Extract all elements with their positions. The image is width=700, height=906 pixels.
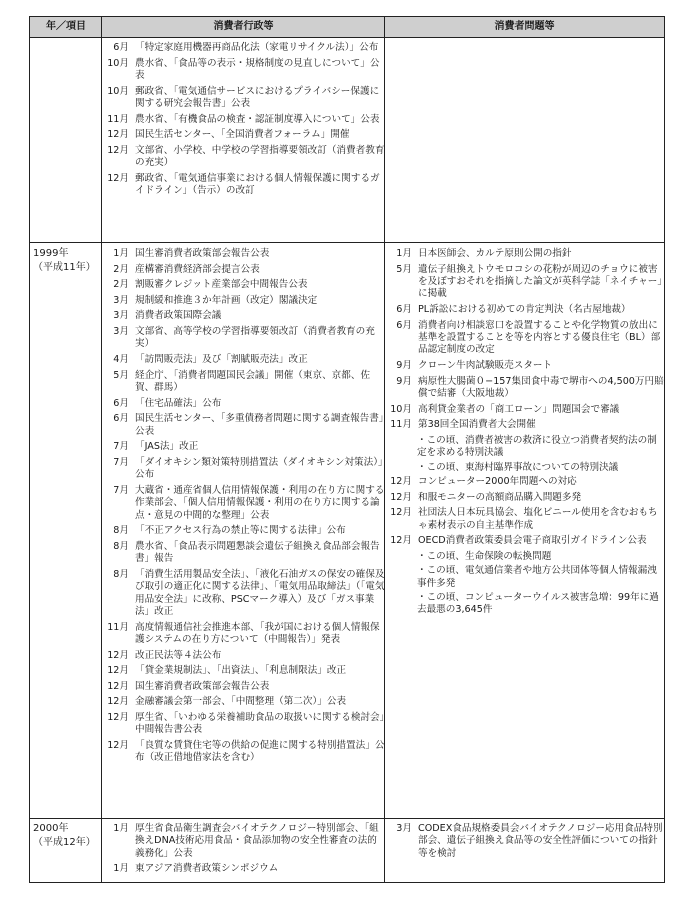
entry-text: 「JAS法」改正 bbox=[135, 441, 199, 453]
timeline-note bbox=[389, 435, 664, 460]
timeline-entry bbox=[106, 279, 385, 291]
entry-month: 1月 bbox=[113, 248, 129, 259]
entry-month: 11月 bbox=[107, 113, 129, 125]
timeline-entry bbox=[389, 320, 664, 357]
entry-month: 12月 bbox=[107, 680, 129, 692]
entry-text: 「不正アクセス行為の禁止等に関する法律」公布 bbox=[135, 525, 346, 537]
timeline-entry bbox=[389, 248, 664, 260]
entry-month: 12月 bbox=[107, 144, 129, 156]
entry-month: 12月 bbox=[390, 535, 412, 547]
timeline-entry bbox=[389, 304, 664, 316]
entry-text: 経企庁、「消費者問題国民会議」開催（東京、京都、佐賀、群馬） bbox=[135, 369, 371, 393]
entry-text: 産構審消費経済部会提言公表 bbox=[135, 263, 260, 275]
entry-text: 遺伝子組換えトウモロコシの花粉が周辺のチョウに被害を及ぼすおそれを指摘した論文が英科学誌「ネイチャー」に掲載 bbox=[418, 263, 663, 300]
entry-text: PL訴訟における初めての肯定判決（名古屋地裁） bbox=[418, 304, 631, 315]
header-issues: 消費者問題等 bbox=[385, 17, 664, 38]
timeline-note bbox=[389, 551, 664, 563]
entry-text: 「ダイオキシン類対策特別措置法（ダイオキシン対策法）」公布 bbox=[135, 456, 383, 481]
entry-text: 文部省、高等学校の学習指導要領改訂（消費者教育の充実） bbox=[135, 325, 375, 350]
entry-month: 7月 bbox=[113, 484, 129, 496]
timeline-entry bbox=[106, 665, 385, 677]
entry-text: 厚生省、「いわゆる栄養補助食品の取扱いに関する検討会」中間報告書公表 bbox=[135, 711, 385, 736]
entry-text: 国生審消費者政策部会報告公表 bbox=[135, 680, 270, 692]
timeline-entry bbox=[106, 622, 385, 647]
timeline-entry bbox=[106, 823, 385, 860]
timeline-entry bbox=[389, 823, 664, 860]
header-admin: 消費者行政等 bbox=[102, 17, 385, 38]
timeline-entry bbox=[106, 569, 385, 619]
timeline-entry bbox=[389, 507, 664, 532]
entry-month: 3月 bbox=[113, 294, 129, 306]
timeline-entry bbox=[389, 404, 664, 416]
entry-month: 12月 bbox=[107, 696, 129, 708]
timeline-entry bbox=[106, 541, 385, 566]
row-divider bbox=[30, 818, 664, 819]
entry-month: 11月 bbox=[107, 621, 129, 633]
entry-text: 郵政省、「電気通信事業における個人情報保護に関するガイドライン」（告示）の改訂 bbox=[135, 172, 380, 197]
entry-month: 12月 bbox=[107, 711, 129, 723]
entry-text: 国生審消費者政策部会報告公表 bbox=[135, 248, 270, 259]
entry-month: 12月 bbox=[390, 476, 412, 487]
entry-month: 6月 bbox=[113, 413, 129, 425]
entry-month: 1月 bbox=[396, 248, 412, 259]
entry-text: 第38回全国消費者大会開催 bbox=[418, 419, 536, 431]
entry-month: 9月 bbox=[396, 360, 412, 371]
timeline-note bbox=[389, 462, 664, 474]
issues-cell-1999 bbox=[389, 248, 664, 619]
entry-month: 10月 bbox=[107, 85, 129, 97]
entry-month: 12月 bbox=[107, 739, 129, 751]
timeline-entry bbox=[106, 310, 385, 322]
entry-text: 金融審議会第一部会、「中間整理（第二次）」公表 bbox=[135, 696, 347, 708]
timeline-entry bbox=[389, 492, 664, 504]
entry-month: 2月 bbox=[113, 279, 129, 291]
history-table bbox=[29, 16, 665, 883]
timeline-entry bbox=[106, 696, 385, 708]
entry-month: 8月 bbox=[113, 525, 129, 537]
entry-month: 6月 bbox=[396, 319, 412, 331]
admin-cell-1998 bbox=[106, 42, 385, 201]
year-value: 2000年 bbox=[33, 823, 69, 834]
entry-month: 6月 bbox=[396, 304, 412, 315]
timeline-entry bbox=[106, 354, 385, 366]
entry-text: 「特定家庭用機器再商品化法（家電リサイクル法）」公布 bbox=[135, 42, 379, 53]
entry-month: 10月 bbox=[390, 403, 412, 415]
year-label-1999 bbox=[33, 247, 95, 275]
timeline-note bbox=[389, 592, 664, 617]
entry-text: 「良質な賃貸住宅等の供給の促進に関する特別措置法」公布（改正借地借家法を含む） bbox=[135, 739, 385, 764]
header-year: 年／項目 bbox=[30, 17, 102, 38]
entry-month: 1月 bbox=[113, 863, 129, 875]
entry-month: 6月 bbox=[113, 42, 129, 53]
entry-text: OECD消費者政策委員会電子商取引ガイドライン公表 bbox=[418, 535, 647, 547]
entry-month: 8月 bbox=[113, 540, 129, 552]
entry-text: 病原性大腸菌０−157集団食中毒で堺市への4,500万円賠償で結審（大阪地裁） bbox=[418, 375, 664, 399]
entry-month: 11月 bbox=[390, 419, 412, 431]
year-era: （平成12年） bbox=[33, 837, 96, 848]
entry-text: 「消費生活用製品安全法」、「液化石油ガスの保安の確保及び取引の適正化に関する法律」、「電気用品取締法」（「電気用品安全法」に改称、PSCマーク導入）及び「ガス事業法」改正 bbox=[135, 568, 385, 617]
entry-text: 郵政省、「電気通信サービスにおけるプライバシー保護に関する研究会報告書」公表 bbox=[135, 85, 380, 109]
entry-month: 3月 bbox=[113, 310, 129, 322]
timeline-entry bbox=[106, 326, 385, 351]
entry-text: コンピューター2000年問題への対応 bbox=[418, 476, 577, 487]
admin-cell-2000 bbox=[106, 823, 385, 879]
timeline-entry bbox=[106, 413, 385, 438]
timeline-entry bbox=[106, 86, 385, 111]
entry-text: 東アジア消費者政策シンポジウム bbox=[135, 863, 279, 875]
timeline-entry bbox=[106, 863, 385, 875]
entry-text: 文部省、小学校、中学校の学習指導要領改訂（消費者教育の充実） bbox=[135, 144, 385, 169]
entry-text: 「住宅品確法」公布 bbox=[135, 397, 222, 409]
entry-month: 5月 bbox=[113, 369, 129, 381]
entry-text: 改正民法等４法公布 bbox=[135, 649, 222, 661]
entry-month: 8月 bbox=[113, 568, 129, 580]
entry-text: ・この頃、生命保険の転換問題 bbox=[417, 550, 552, 562]
entry-text: 厚生省食品衛生調査会バイオテクノロジー特別部会、「組換えDNA技術応用食品・食品添加物の安全性審査の法的義務化」公表 bbox=[135, 823, 379, 859]
entry-month: 12月 bbox=[390, 491, 412, 503]
entry-text: ・この頃、電気通信業者や地方公共団体等個人情報漏洩事件多発 bbox=[417, 565, 657, 589]
entry-text: 国民生活センター、「全国消費者フォーラム」開催 bbox=[135, 129, 350, 141]
entry-month: 12月 bbox=[107, 649, 129, 661]
entry-month: 7月 bbox=[113, 456, 129, 468]
entry-text: 和服モニターの高額商品購入問題多発 bbox=[418, 491, 582, 503]
timeline-entry bbox=[106, 58, 385, 83]
entry-month: 6月 bbox=[113, 397, 129, 409]
issues-cell-2000 bbox=[389, 823, 664, 863]
timeline-entry bbox=[106, 740, 385, 765]
timeline-entry bbox=[106, 295, 385, 307]
entry-text: 農水省、「食品表示問題懇談会遺伝子組換え食品部会報告書」報告 bbox=[135, 540, 380, 565]
timeline-entry bbox=[389, 264, 664, 301]
entry-month: 4月 bbox=[113, 353, 129, 365]
row-divider bbox=[30, 242, 664, 243]
timeline-entry bbox=[106, 145, 385, 170]
entry-text: 消費者向け相談窓口を設置することや化学物質の放出に基準を設置することを等を内容とする優良住宅（BL）部品認定制度の改定 bbox=[418, 319, 661, 356]
entry-month: 2月 bbox=[113, 263, 129, 275]
entry-month: 12月 bbox=[390, 507, 412, 519]
entry-text: クローン牛肉試験販売スタート bbox=[418, 360, 553, 371]
entry-text: 「訪問販売法」及び「割賦販売法」改正 bbox=[135, 353, 308, 365]
timeline-entry bbox=[106, 681, 385, 693]
entry-month: 9月 bbox=[396, 375, 412, 387]
entry-text: 高度情報通信社会推進本部、「我が国における個人情報保護システムの在り方について（中間報告）」発表 bbox=[135, 621, 380, 645]
timeline-entry bbox=[106, 650, 385, 662]
timeline-entry bbox=[389, 360, 664, 372]
timeline-entry bbox=[106, 114, 385, 126]
entry-text: 高利貸金業者の「商工ローン」問題国会で審議 bbox=[418, 403, 620, 415]
timeline-entry bbox=[389, 476, 664, 488]
entry-month: 12月 bbox=[107, 172, 129, 184]
timeline-entry bbox=[106, 485, 385, 522]
year-era: （平成11年） bbox=[33, 262, 96, 273]
entry-text: ・この頃、東海村臨界事故についての特別決議 bbox=[417, 461, 619, 473]
timeline-entry bbox=[106, 398, 385, 410]
entry-text: ・この頃、消費者被害の救済に役立つ消費者契約法の制定を求める特別決議 bbox=[417, 434, 657, 459]
timeline-entry bbox=[106, 173, 385, 198]
entry-month: 7月 bbox=[113, 441, 129, 453]
admin-cell-1999 bbox=[106, 248, 385, 768]
timeline-entry bbox=[389, 376, 664, 401]
entry-text: 社団法人日本玩具協会、塩化ビニール使用を含むおもちゃ素材表示の自主基準作成 bbox=[418, 507, 658, 531]
entry-text: ・この頃、コンピューターウイルス被害急増：99年に過去最悪の3,645件 bbox=[417, 592, 659, 616]
entry-text: 規制緩和推進３か年計画（改定）閣議決定 bbox=[135, 294, 318, 306]
timeline-entry bbox=[106, 264, 385, 276]
timeline-entry bbox=[106, 370, 385, 395]
timeline-entry bbox=[106, 441, 385, 453]
entry-text: 国民生活センター、「多重債務者問題に関する調査報告書」公表 bbox=[135, 413, 384, 437]
timeline-note bbox=[389, 565, 664, 590]
timeline-entry bbox=[106, 525, 385, 537]
entry-text: 農水省、「食品等の表示・規格制度の見直しについて」公表 bbox=[135, 57, 380, 81]
entry-text: 農水省、「有機食品の検査・認証制度導入について」公表 bbox=[135, 113, 380, 125]
column-divider bbox=[101, 17, 102, 882]
timeline-entry bbox=[106, 129, 385, 141]
entry-month: 3月 bbox=[113, 325, 129, 337]
timeline-entry bbox=[106, 712, 385, 737]
entry-text: CODEX食品規格委員会バイオテクノロジー応用食品特別部会、遺伝子組換え食品等の安全性評価についての指針等を検討 bbox=[418, 823, 663, 859]
entry-month: 12月 bbox=[107, 129, 129, 141]
entry-month: 5月 bbox=[396, 263, 412, 275]
timeline-entry bbox=[106, 248, 385, 260]
year-label-2000 bbox=[33, 822, 95, 850]
timeline-entry bbox=[106, 42, 385, 54]
entry-text: 日本医師会、カルテ原則公開の指針 bbox=[418, 248, 572, 259]
entry-month: 12月 bbox=[107, 665, 129, 677]
entry-text: 割販審クレジット産業部会中間報告公表 bbox=[135, 279, 308, 291]
year-value: 1999年 bbox=[33, 248, 69, 259]
entry-text: 消費者政策国際会議 bbox=[135, 310, 222, 322]
entry-month: 3月 bbox=[396, 823, 412, 834]
entry-text: 大蔵省・通産省個人信用情報保護・利用の在り方に関する作業部会、「個人信用情報保護・利用の在り方に関する論点・意見の中間的な整理」公表 bbox=[135, 484, 385, 521]
entry-month: 10月 bbox=[107, 57, 129, 69]
timeline-entry bbox=[106, 457, 385, 482]
entry-text: 「貸金業規制法」、「出資法」、「利息制限法」改正 bbox=[135, 665, 347, 677]
timeline-entry bbox=[389, 419, 664, 431]
entry-month: 1月 bbox=[113, 823, 129, 834]
timeline-entry bbox=[389, 535, 664, 547]
